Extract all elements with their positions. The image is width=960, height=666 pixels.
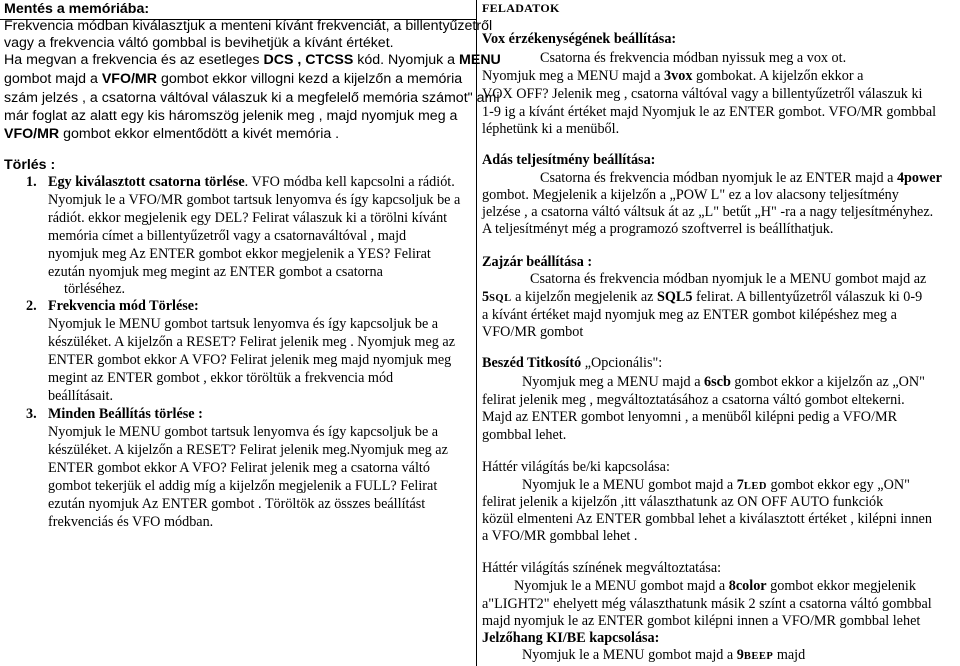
text-line: a"LIGHT2" ehelyett még választhatunk másik 2 színt a csatorna váltó gombbal [482,596,932,612]
list-line: nyomjuk meg Az ENTER gombot ekkor megjelenik a YES? Felirat [48,246,431,262]
list-line: Nyomjuk le a VFO/MR gombot tartsuk lenyomva és így kapcsoljuk be a [48,192,461,208]
list-line: memória címet a billentyűzetről vagy a csatornaváltóval , majd [48,228,407,244]
list-line: törléséhez. [64,281,126,297]
list-item: 1. [26,174,37,190]
list-line: megint az ENTER gombot , ekkor töröltük a frekvencia mód [48,370,394,386]
list-line: ENTER gombot ekkor A VFO? Felirat jelenik meg a csatorna váltó [48,460,430,476]
list-line: készüléket. A kijelzőn a RESET? Felirat jelenik meg . Nyomjuk meg az [48,334,455,350]
zajzar-heading: Zajzár beállítása : [482,254,593,270]
mentes-line: Ha megvan a frekvencia és az esetleges DCS , CTCSS kód. Nyomjuk a MENU [4,52,501,68]
torles-heading: Törlés : [4,157,56,173]
mentes-line: gombot majd a VFO/MR gombot ekkor villogni kezd a kijelzőn a memória [4,71,463,87]
list-line: rádiót. ekkor megjelenik egy DEL? Felirat válaszuk ki a törölni kívánt [48,210,448,226]
list-line: Nyomjuk le MENU gombot tartsuk lenyomva és így kapcsoljuk be a [48,316,439,332]
text-line: felirat jelenik a kijelzőn ,itt választhatunk az ON OFF AUTO funkciók [482,494,884,510]
list-item: 2. [26,298,37,314]
list-line: gombot tekerjük el addig míg a kijelzőn megjelenik a FULL? Felirat [48,478,438,494]
text-line: Nyomjuk le a MENU gombot majd a 8color gombot ekkor megjelenik [514,578,916,594]
vox-heading: Vox érzékenységének beállítása: [482,31,677,47]
list-line: beállításait. [48,388,114,404]
text-line: 1-9 ig a kívánt értéket majd Nyomjuk le az ENTER gombot. VFO/MR gombbal [482,104,937,120]
list-item-title: Frekvencia mód Törlése: [48,298,199,314]
hatter-heading: Háttér világítás be/ki kapcsolása: [482,459,670,475]
text-line: gombot. Megjelenik a kijelzőn a „POW L" ez a lov alacsony teljesítmény [482,187,899,203]
text-line: jelzése , a csatorna váltó váltsuk át az „L" betűt „H" -ra a nagy teljesítményhez. [482,204,934,220]
list-line: ENTER gombot ekkor A VFO? Felirat jelenik meg majd nyomjuk meg [48,352,452,368]
text-line: gombbal lehet. [482,427,567,443]
text-line: felirat jelenik meg , megváltoztatásához a csatorna váltó gombot eltekerni. [482,392,905,408]
feladatok-heading: FELADATOK [482,1,560,15]
list-line: készüléket. A kijelzőn a RESET? Felirat jelenik meg.Nyomjuk meg az [48,442,448,458]
list-item-title: Egy kiválasztott csatorna törlése. VFO módba kell kapcsolni a rádiót. [48,174,455,190]
mentes-heading: Mentés a memóriába: [4,1,150,17]
text-line: léphetünk ki a menüből. [482,121,620,137]
mentes-line: VFO/MR gombot ekkor elmentődött a kivét memória . [4,126,340,142]
text-line: A teljesítményt még a programozó szoftverrel is beállíthatjuk. [482,221,834,237]
text-line: VOX OFF? Jelenik meg , csatorna váltóval vagy a billentyűzetről válaszuk ki [482,86,923,102]
text-line: a VFO/MR gombbal lehet . [482,528,638,544]
list-item: 3. [26,406,37,422]
text-line: a kívánt értéket majd nyomjuk meg az ENTER gombot kilépéshez meg a [482,307,897,323]
text-line: Csatorna és frekvencia módban nyissuk meg a vox ot. [540,50,847,66]
text-line: majd nyomjuk le az ENTER gombot kilépni innen a VFO/MR gombbal lehet [482,613,921,629]
szin-heading: Háttér világítás színének megváltoztatása: [482,560,722,576]
text-line: Csatorna és frekvencia módban nyomjuk le az ENTER majd a 4power [540,170,942,186]
adas-heading: Adás teljesítmény beállítása: [482,152,656,168]
mentes-line: Frekvencia módban kiválasztjuk a menteni kívánt frekvenciát, a billentyűzetről [4,18,493,34]
list-line: ezután nyomjuk Az ENTER gombot . Töröltök az összes beállítást [48,496,426,512]
jelzohang-heading: Jelzőhang KI/BE kapcsolása: [482,630,660,646]
text-line: Csatorna és frekvencia módban nyomjuk le a MENU gombot majd az [530,271,927,287]
list-item-title: Minden Beállítás törlése : [48,406,203,422]
text-line: Majd az ENTER gombot lenyomni , a menüből kilépni pedig a VFO/MR [482,409,898,425]
list-line: Nyomjuk le MENU gombot tartsuk lenyomva és így kapcsoljuk be a [48,424,439,440]
text-line: 5SQL a kijelzőn megjelenik az SQL5 felirat. A billentyűzetről válaszuk ki 0-9 [482,289,923,305]
mentes-line: vagy a frekvencia váltó gombbal is bevihetjük a kívánt értéket. [4,35,394,51]
mentes-line: szám jelzés , a csatorna váltóval válaszuk ki a megfelelő memória számot" ami [4,90,500,106]
beszed-heading: Beszéd Titkosító „Opcionális": [482,355,663,371]
text-line: Nyomjuk le a MENU gombot majd a 9BEEP majd [522,647,806,663]
text-line: Nyomjuk meg a MENU majd a 6scb gombot ekkor a kijelzőn az „ON" [522,374,925,390]
text-line: Nyomjuk le a MENU gombot majd a 7LED gombot ekkor egy „ON" [522,477,910,493]
text-line: Nyomjuk meg a MENU majd a 3vox gombokat. A kijelzőn ekkor a [482,68,864,84]
text-line: közül elmenteni Az ENTER gombbal lehet a kiválasztott értéket , kilépni innen [482,511,932,527]
list-line: frekvenciás és VFO módban. [48,514,214,530]
list-line: ezután nyomjuk meg megint az ENTER gombot a csatorna [48,264,383,280]
text-line: VFO/MR gombot [482,324,584,340]
mentes-line: már foglat az alatt egy kis háromszög jelenik meg , majd nyomjuk meg a [4,108,458,124]
